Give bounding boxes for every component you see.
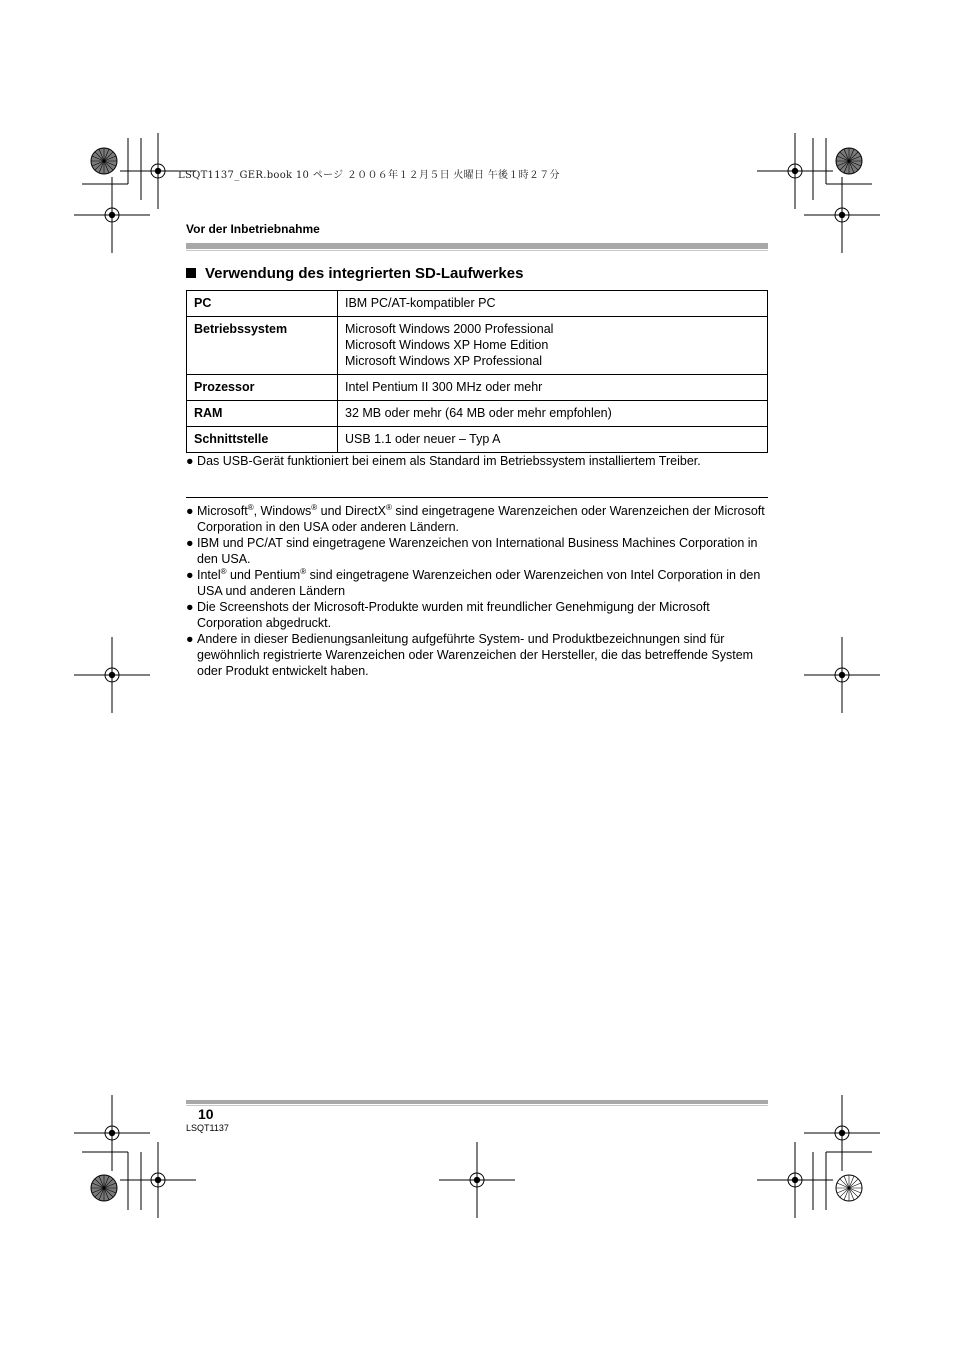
usb-driver-note-text: Das USB-Gerät funktioniert bei einem als Standard im Betriebssystem installiertem Treiber. [197,454,701,468]
table-row [187,375,768,401]
note-text: Die Screenshots der Microsoft-Produkte wurden mit freundlicher Genehmigung der Microsoft Corporation abgedruckt. [197,600,710,630]
bullet-icon: ● [186,504,194,518]
header-rule [186,243,768,249]
header-rule-shadow [186,250,768,251]
model-code: LSQT1137 [186,1123,229,1133]
note-text: IBM und PC/AT sind eingetragene Warenzeichen von International Business Machines Corporation in den USA. [197,536,758,566]
bullet-icon: ● [186,600,194,614]
value-line: Microsoft Windows XP Home Edition [345,338,549,352]
registered-mark: ® [300,566,307,576]
list-item [186,535,768,567]
registered-mark: ® [247,502,254,512]
section-header: Vor der Inbetriebnahme [186,222,320,236]
table-row [187,401,768,427]
row-value [338,427,768,453]
row-value [338,401,768,427]
table-row [187,427,768,453]
row-value [338,317,768,375]
table-row [187,291,768,317]
note-text: sind eingetragene Warenzeichen oder Warenzeichen von Intel Corporation in den USA und anderen Ländern [197,568,761,598]
square-bullet-icon [186,268,196,278]
usb-driver-note [186,454,701,468]
list-item [186,503,768,535]
value-line: Microsoft Windows XP Professional [345,354,543,368]
row-label: Prozessor [187,375,338,401]
section-heading [186,265,523,282]
page-number: 10 [198,1106,214,1122]
list-item [186,631,768,679]
bullet-icon: ● [186,536,194,550]
footer-rule [186,1100,768,1104]
value-line: Microsoft Windows 2000 Professional [345,322,554,336]
registered-mark: ® [311,502,318,512]
note-text: , Windows [253,504,312,518]
registered-mark: ® [220,566,227,576]
value-line: 32 MB oder mehr (64 MB oder mehr empfohlen) [345,406,612,420]
system-requirements-table [186,290,768,453]
note-text: und Pentium [226,568,301,582]
row-value [338,375,768,401]
value-line: Intel Pentium II 300 MHz oder mehr [345,380,543,394]
row-label: PC [187,291,338,317]
note-text: Andere in dieser Bedienungsanleitung aufgeführte System- und Produktbezeichnungen sind für gewöhnlich registrierte Warenzeichen oder Warenzeichen der Hersteller, die das betreffende System oder Produkt entwickelt haben. [197,632,754,678]
registered-mark: ® [385,502,392,512]
footer-rule-shadow [186,1105,768,1106]
bullet-icon: ● [186,454,194,468]
trademark-notes [186,503,768,679]
bullet-icon: ● [186,632,194,646]
note-text: und DirectX [317,504,386,518]
list-item [186,599,768,631]
row-label: RAM [187,401,338,427]
list-item [186,567,768,599]
value-line: IBM PC/AT-kompatibler PC [345,296,496,310]
row-label: Betriebssystem [187,317,338,375]
divider [186,497,768,498]
print-info-line: LSQT1137_GER.book 10 ページ ２００６年１２月５日 火曜日 午後１時２７分 [178,170,560,181]
note-text: Microsoft [197,504,248,518]
note-text: sind eingetragene Warenzeichen oder Warenzeichen der Microsoft Corporation in den USA oder anderen Ländern. [197,504,765,534]
row-value [338,291,768,317]
table-row [187,317,768,375]
section-heading-text: Verwendung des integrierten SD-Laufwerkes [205,265,524,282]
bullet-icon: ● [186,568,194,582]
row-label: Schnittstelle [187,427,338,453]
note-text: Intel [197,568,221,582]
value-line: USB 1.1 oder neuer – Typ A [345,432,501,446]
